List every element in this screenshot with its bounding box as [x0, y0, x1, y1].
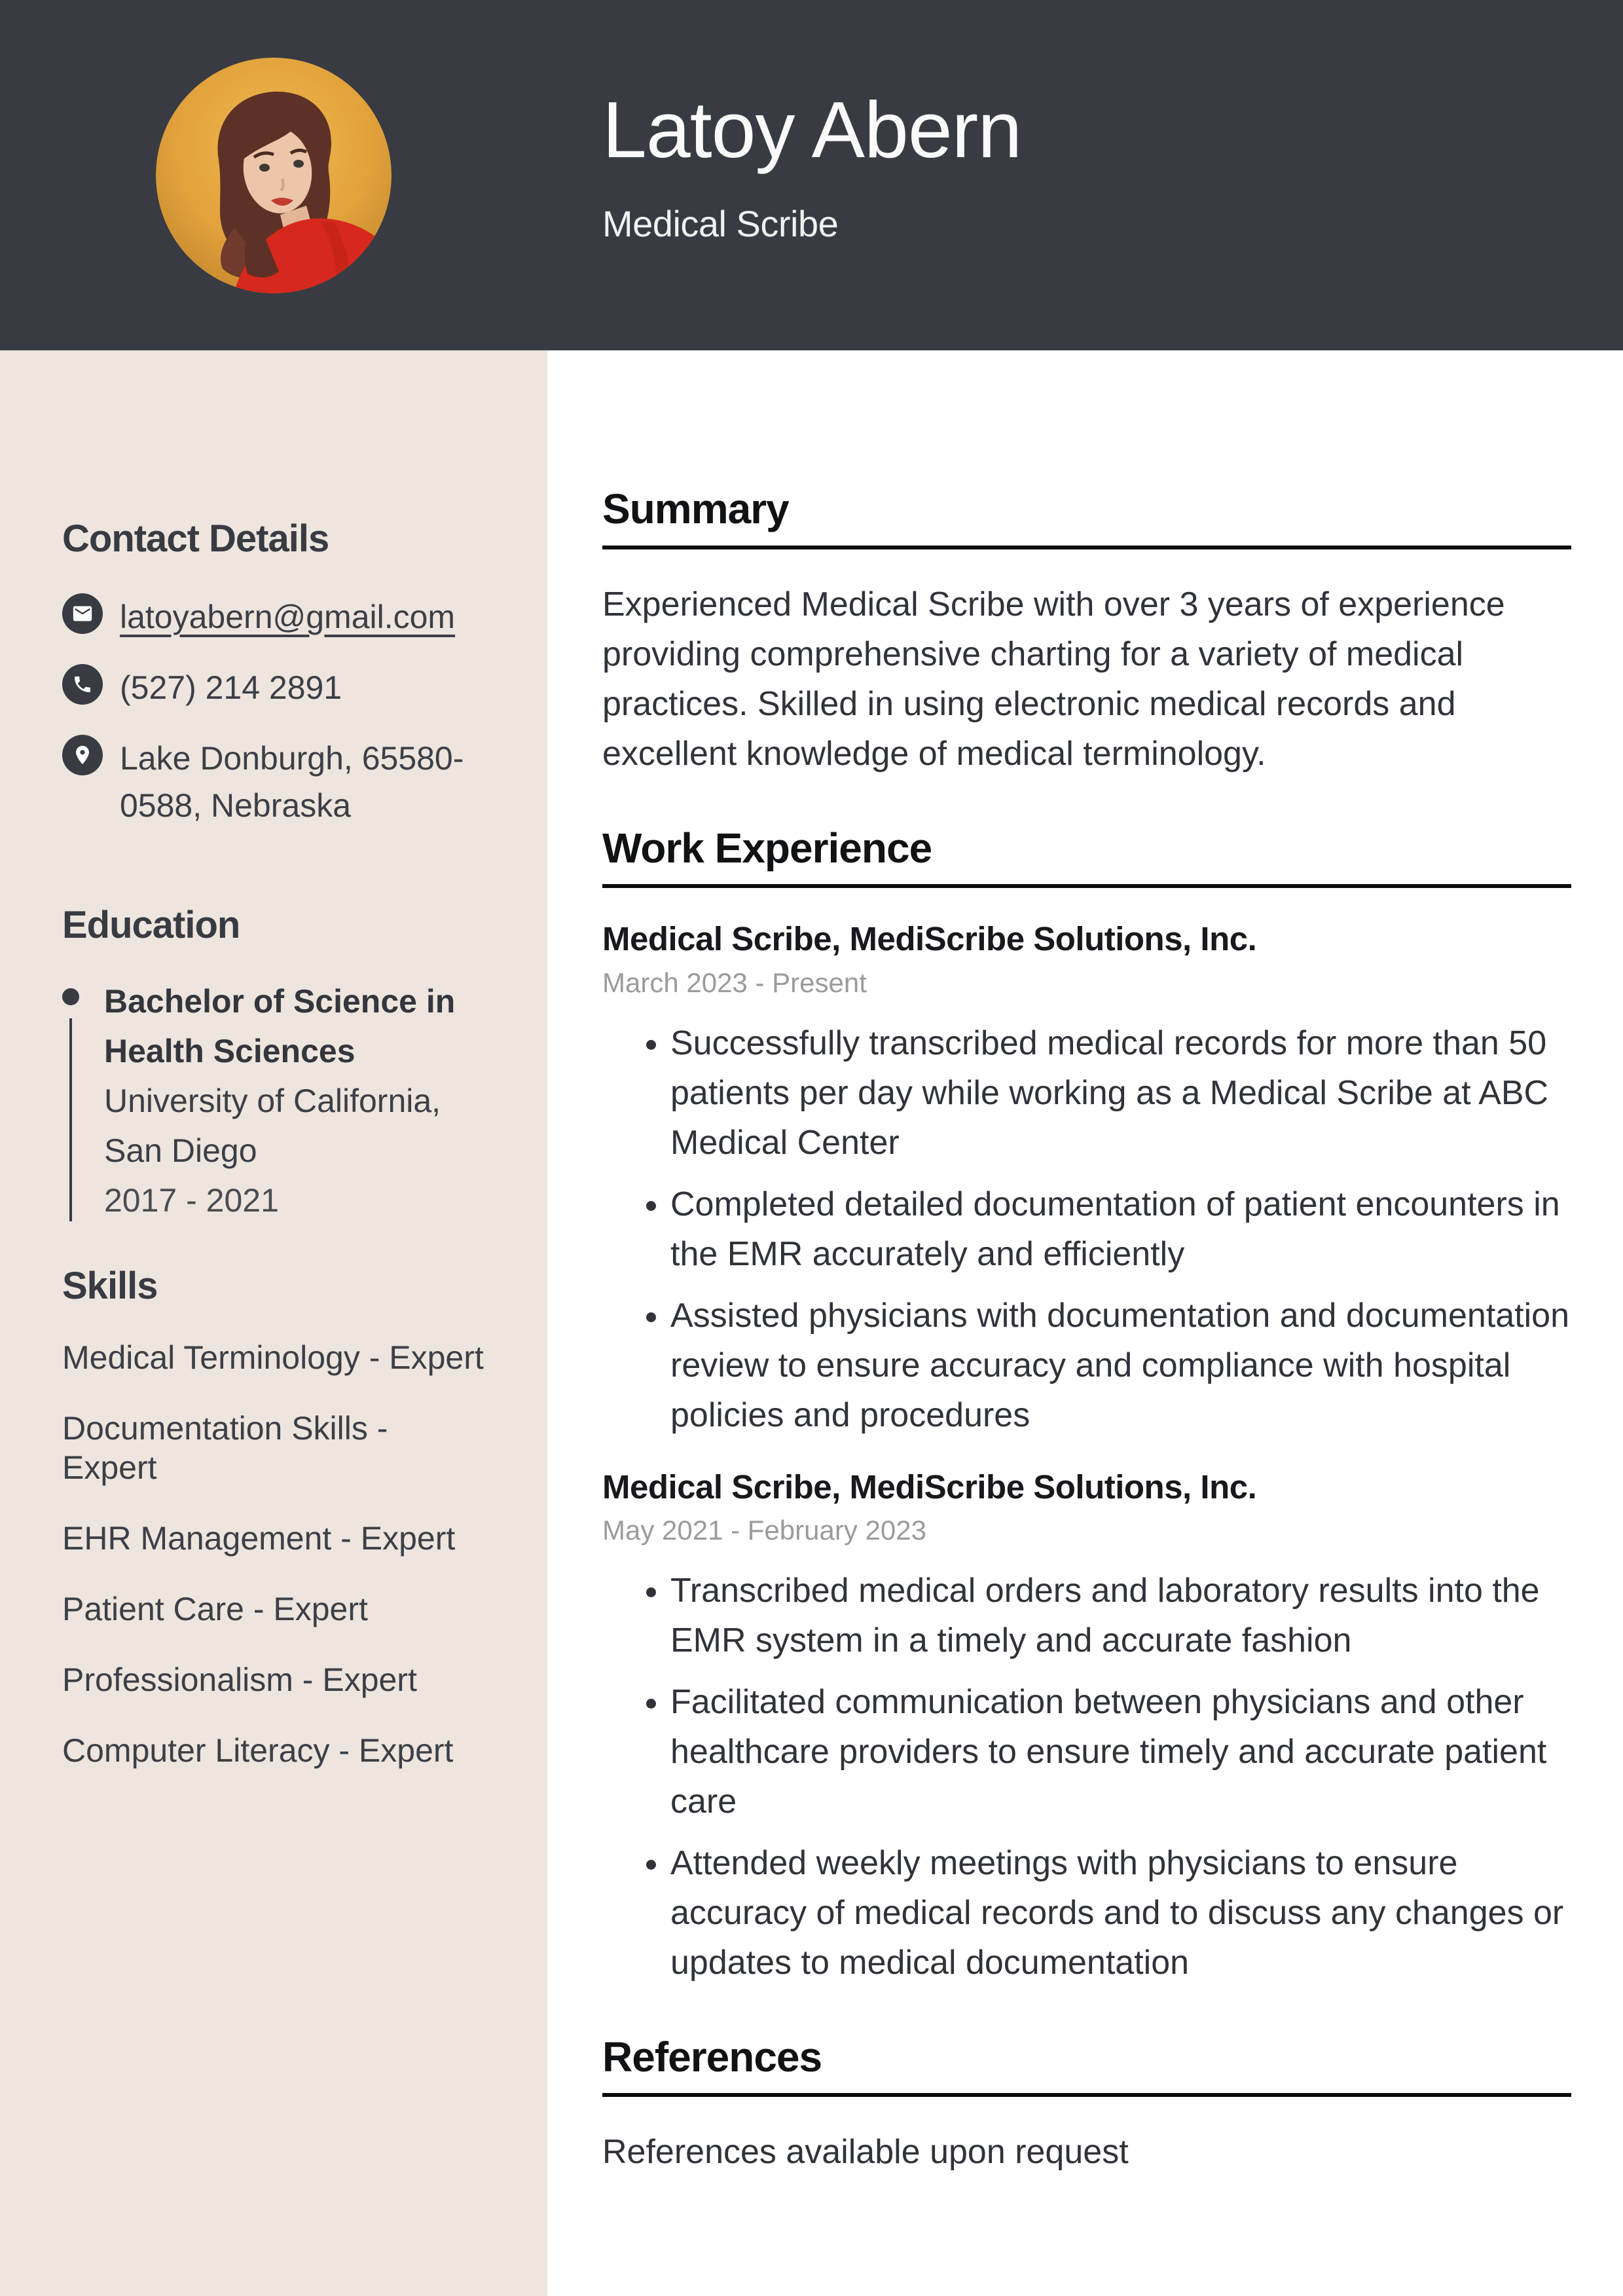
location-icon: [62, 735, 103, 775]
skill-item: Professionalism - Expert: [62, 1661, 417, 1698]
skill-item: Medical Terminology - Expert: [62, 1339, 484, 1376]
contact-row-email: [62, 593, 490, 640]
job-bullet-list: [602, 1018, 1571, 1440]
skill-item: EHR Management - Expert: [62, 1519, 456, 1557]
education-degree: Bachelor of Science in Health Sciences: [104, 983, 456, 1070]
job-bullet: • Successfully transcribed medical records for more than 50 patients per day while working as a Medical Scribe at ABC Medical Center: [670, 1018, 1571, 1168]
phone-icon: [62, 664, 103, 705]
section-rule: [602, 884, 1571, 888]
location-value: Lake Donburgh, 65580-0588, Nebraska: [120, 739, 464, 824]
references-section: [602, 2033, 1571, 2177]
job-bullet: • Attended weekly meetings with physicians to ensure accuracy of medical records and to discuss any changes or updates to medical documentation: [670, 1838, 1571, 1988]
section-rule: [602, 2093, 1571, 2097]
references-text: References available upon request: [602, 2133, 1129, 2172]
skills-section: [62, 1263, 490, 1770]
job-bullet: • Completed detailed documentation of patient encounters in the EMR accurately and efficiently: [670, 1179, 1571, 1279]
contact-details-heading: Contact Details: [62, 517, 329, 560]
work-experience-section: [602, 824, 1571, 1988]
skill-item: Patient Care - Expert: [62, 1590, 368, 1627]
main-column: [547, 350, 1623, 2223]
skills-heading: Skills: [62, 1265, 158, 1308]
sidebar: [0, 350, 547, 2296]
education-section: [62, 902, 490, 1226]
education-school: University of California, San Diego: [104, 1083, 441, 1170]
summary-section: [602, 485, 1571, 779]
references-heading: References: [602, 2033, 822, 2081]
profile-photo: [156, 58, 392, 293]
person-name: Latoy Abern: [602, 85, 1022, 174]
work-experience-heading: Work Experience: [602, 824, 932, 872]
job-bullet-list: [602, 1566, 1571, 1988]
job-bullet: • Facilitated communication between physicians and other healthcare providers to ensure timely and accurate patient care: [670, 1677, 1571, 1826]
job-bullet: • Transcribed medical orders and laboratory results into the EMR system in a timely and accurate fashion: [670, 1566, 1571, 1665]
person-job-title: Medical Scribe: [602, 203, 839, 245]
job-title: Medical Scribe, MediScribe Solutions, Inc.: [602, 1468, 1257, 1506]
education-item: [62, 976, 490, 1225]
job-title: Medical Scribe, MediScribe Solutions, Inc.: [602, 920, 1257, 958]
summary-heading: Summary: [602, 485, 789, 532]
contact-row-location: [62, 735, 490, 829]
education-years: 2017 - 2021: [104, 1182, 279, 1219]
job-entry: [602, 1466, 1571, 1988]
section-rule: [602, 546, 1571, 549]
education-heading: Education: [62, 903, 240, 946]
job-bullet: • Assisted physicians with documentation and documentation review to ensure accuracy and compliance with hospital policies and procedures: [670, 1291, 1571, 1440]
email-value[interactable]: latoyabern@gmail.com: [120, 598, 456, 635]
phone-value: (527) 214 2891: [120, 669, 342, 706]
skill-item: Computer Literacy - Expert: [62, 1731, 454, 1769]
email-icon: [62, 593, 103, 634]
skill-item: Documentation Skills - Expert: [62, 1409, 388, 1486]
contact-list: [62, 593, 490, 829]
contact-row-phone: [62, 664, 490, 711]
job-dates: March 2023 - Present: [602, 967, 867, 998]
job-entry: [602, 918, 1571, 1439]
job-dates: May 2021 - February 2023: [602, 1515, 926, 1546]
skills-list: [62, 1338, 490, 1770]
profile-photo-illustration: [156, 58, 392, 293]
summary-text: Experienced Medical Scribe with over 3 years of experience providing comprehensive charting for a variety of medical practices. Skilled in using electronic medical records and excellent knowledge of medical terminology.: [602, 585, 1505, 773]
